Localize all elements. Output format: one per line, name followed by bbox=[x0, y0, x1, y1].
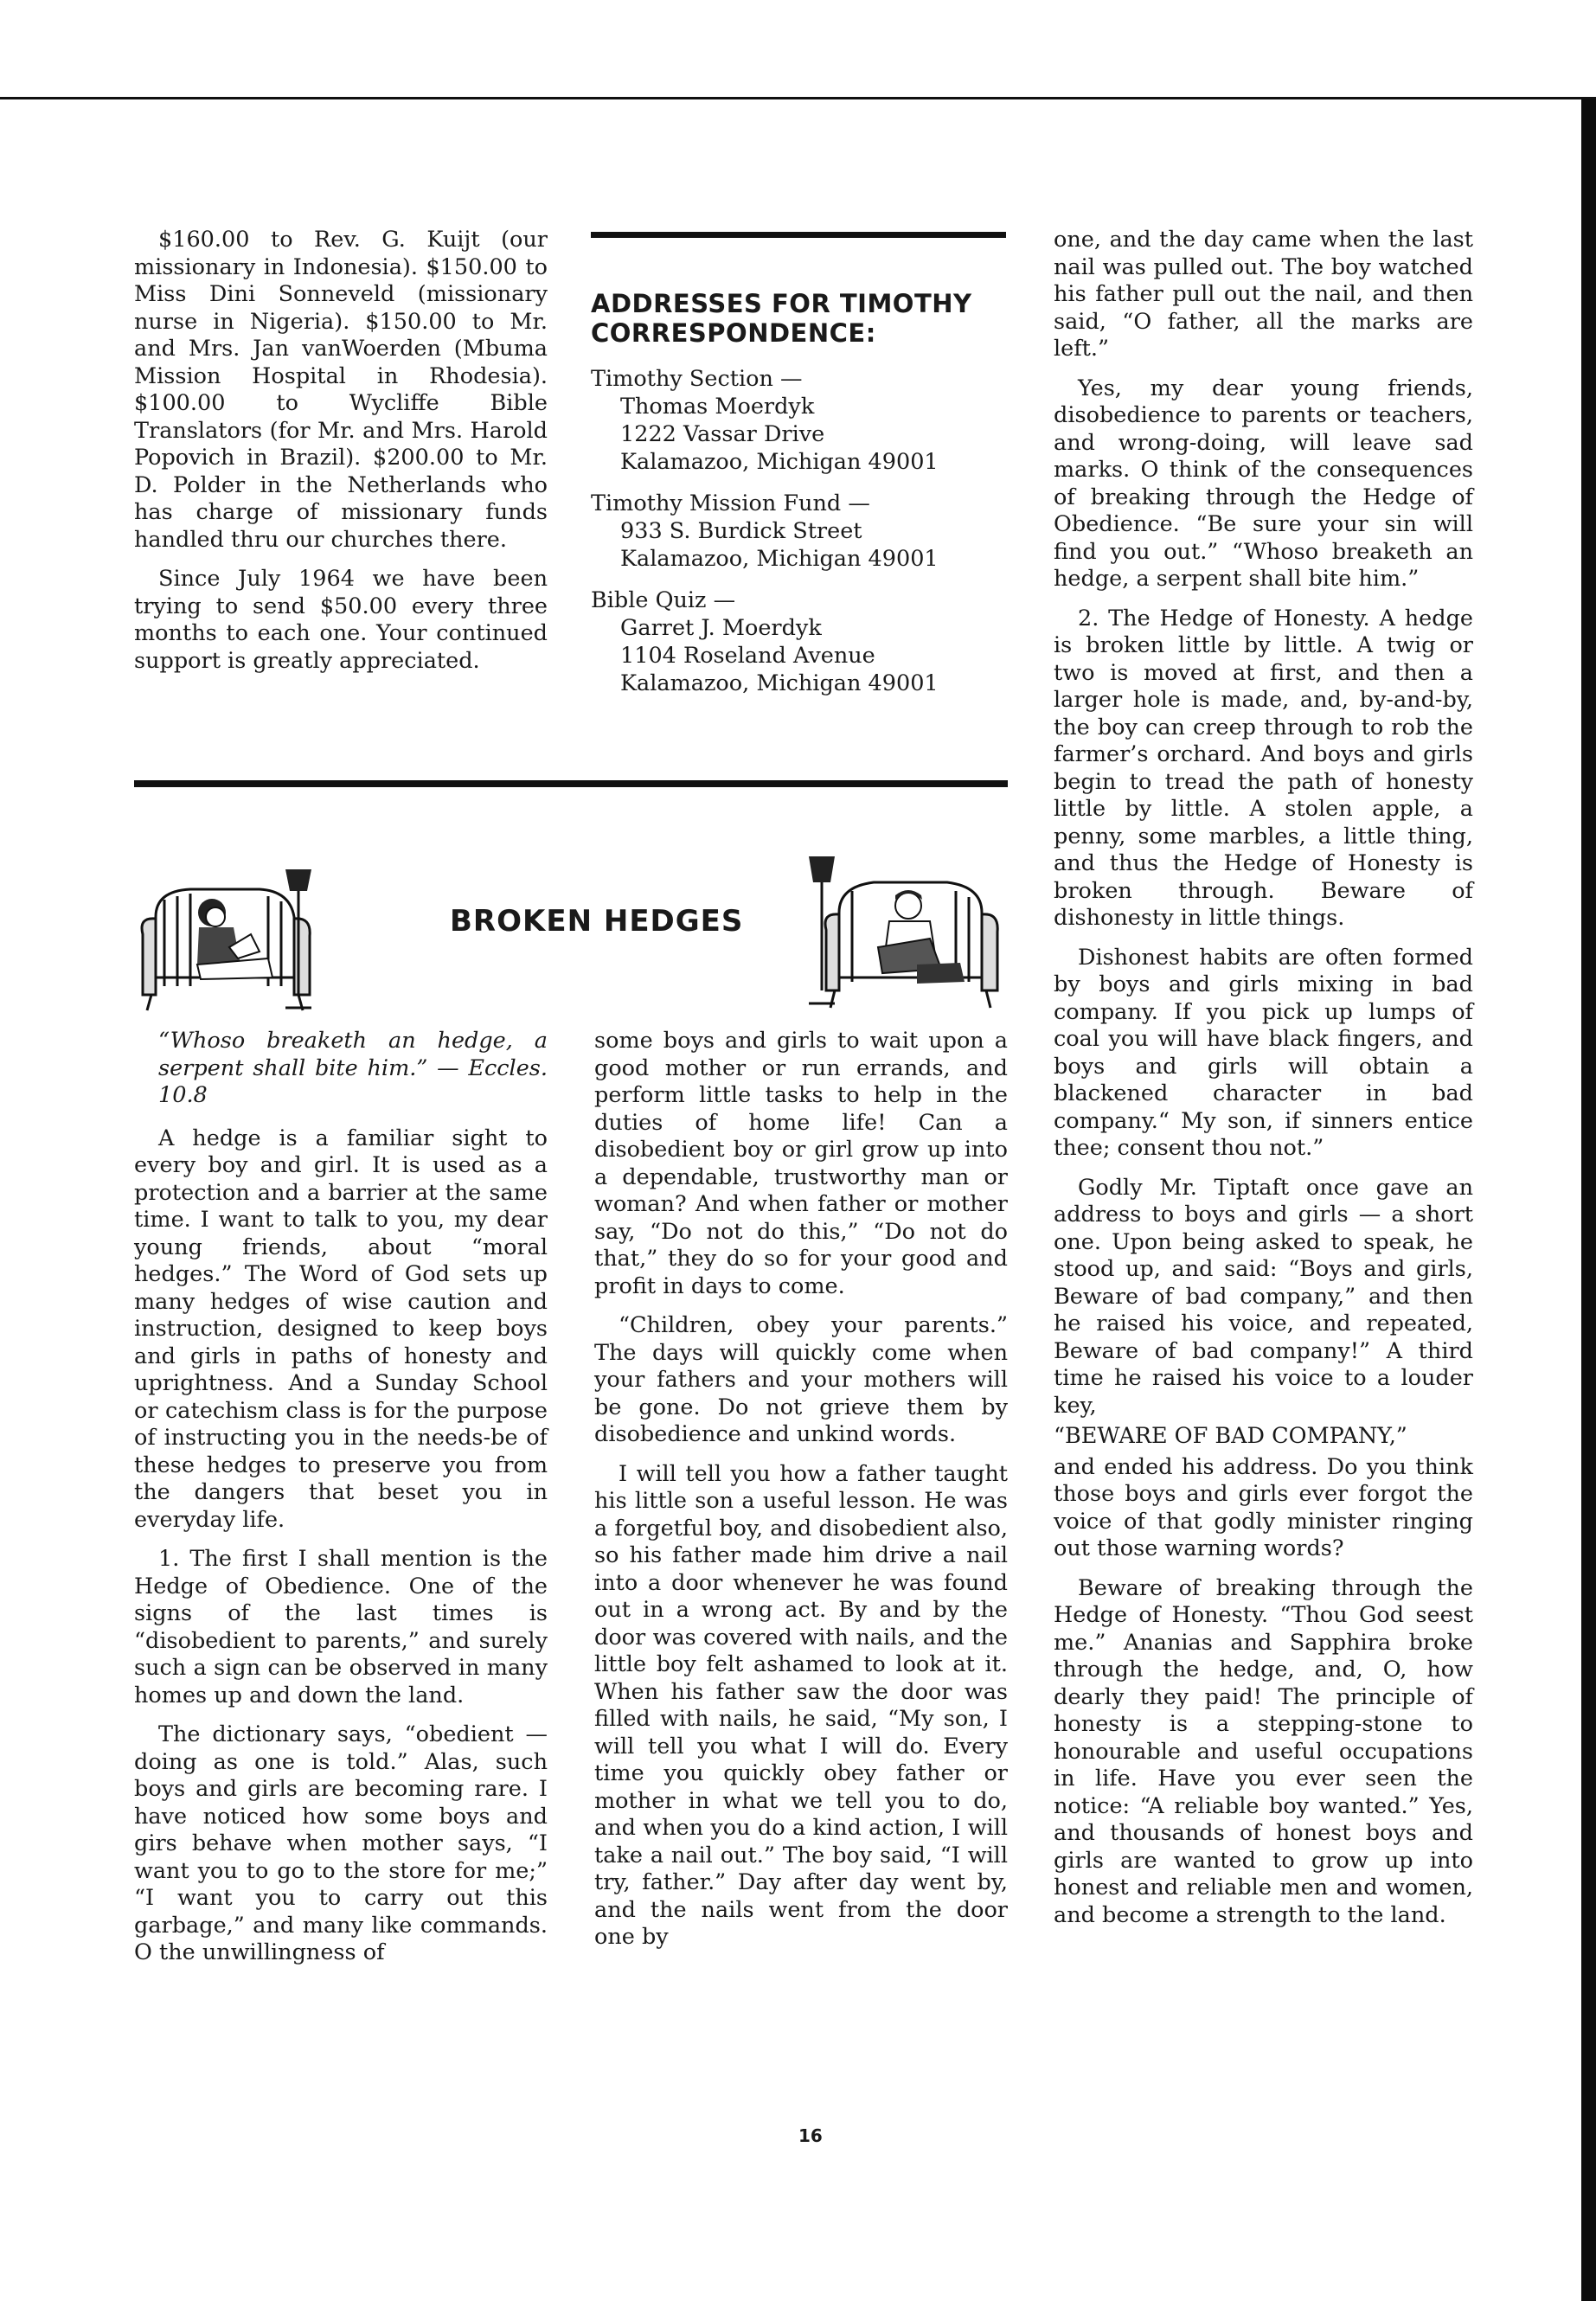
article-paragraph: Beware of breaking through the Hedge of Honesty. “Thou God seest me.” Ananias and Sapphira broke through the hedge, and, O, how dearly they paid! The principle of honesty is a stepping-stone to honourable and useful occupations in life. Have you ever seen the notice: “A reliable boy wanted.” Yes, and thousands of honest boys and girls are wanted to grow up into honest and reliable men and women, and become a strength to the land. bbox=[1054, 1574, 1473, 1928]
article-paragraph: Dishonest habits are often formed by boys and girls mixing in bad company. If you pick up lumps of coal you will have black fingers, and boys and girls will obtain a blackened character in bad company.“ My son, if sinners entice thee; consent thou not.” bbox=[1054, 944, 1473, 1161]
article-column-2 bbox=[594, 1028, 1008, 1964]
article-paragraph: 1. The first I shall mention is the Hedge of Obedience. One of the signs of the last times is “disobedient to parents,” and surely such a sign can be observed in many homes up and down the land. bbox=[134, 1546, 548, 1708]
page-number: 16 bbox=[798, 2125, 823, 2146]
article-paragraph: some boys and girls to wait upon a good mother or run errands, and perform little tasks to help in the duties of home life! Can a disobedient boy or girl grow up into a dependable, trustworthy man or woman? And when father or mother say, “Do not do this,” “Do not do that,” they do so for your good and profit in days to come. bbox=[594, 1028, 1008, 1299]
addresses-heading: ADDRESSES FOR TIMOTHY CORRESPONDENCE: bbox=[591, 289, 972, 348]
article-title: BROKEN HEDGES bbox=[450, 904, 744, 939]
article-separator-rule bbox=[134, 780, 1008, 787]
address-bible-quiz: Bible Quiz — Garret J. Moerdyk 1104 Roseland Avenue Kalamazoo, Michigan 49001 bbox=[591, 587, 939, 696]
address-timothy-section: Timothy Section — Thomas Moerdyk 1222 Vassar Drive Kalamazoo, Michigan 49001 bbox=[591, 366, 939, 475]
article-paragraph: A hedge is a familiar sight to every boy and girl. It is used as a protection and a barrier at the same time. I want to talk to you, my dear young friends, about “moral hedges.” The Word of God sets up many hedges of wise caution and instruction, designed to keep boys and girls in paths of honesty and uprightness. And a Sunday School or catechism class is for the purpose of instructing you in the needs-be of these hedges to preserve you from the dangers that beset you in everyday life. bbox=[134, 1125, 548, 1533]
boy-reading-illustration bbox=[787, 852, 1003, 1012]
page-edge-shadow bbox=[1581, 99, 1596, 2301]
article-paragraph: “Children, obey your parents.” The days will quickly come when your fathers and your mothers will be gone. Do not grieve them by disobedience and unkind words. bbox=[594, 1312, 1008, 1447]
article-paragraph: 2. The Hedge of Honesty. A hedge is broken little by little. A twig or two is moved at first, and then a larger hole is made, and, by-and-by, the boy can creep through to rob the farmer’s orchard. And boys and girls begin to tread the path of honesty little by little. A stolen apple, a penny, some marbles, a little thing, and thus the Hedge of Honesty is broken through. Beware of dishonesty in little things. bbox=[1054, 605, 1473, 931]
top-border bbox=[0, 97, 1596, 99]
article-paragraph: Godly Mr. Tiptaft once gave an address to boys and girls — a short one. Upon being asked to speak, he stood up, and said: “Boys and girls, Beware of bad company,” and then he raised his voice, and repeated, Beware of bad company!” A third time he raised his voice to a louder key, bbox=[1054, 1174, 1473, 1419]
addresses-list bbox=[591, 365, 1006, 711]
article-paragraph: Yes, my dear young friends, disobedience to parents or teachers, and wrong-doing, will leave sad marks. O think of the consequences of breaking through the Hedge of Obedience. “Be sure your sin will find you out.” “Whoso breaketh an hedge, a serpent shall bite him.” bbox=[1054, 375, 1473, 592]
article-paragraph: one, and the day came when the last nail was pulled out. The boy watched his father pull out the nail, and then said, “O father, all the marks are left.” bbox=[1054, 227, 1473, 362]
donation-paragraph: $160.00 to Rev. G. Kuijt (our missionary in Indonesia). $150.00 to Miss Dini Sonneveld (missionary nurse in Nigeria). $150.00 to Mr. and Mrs. Jan vanWoerden (Mbuma Mission Hospital in Rhodesia). $100.00 to Wycliffe Bible Translators (for Mr. and Mrs. Harold Popovich in Brazil). $200.00 to Mr. D. Polder in the Netherlands who has charge of missionary funds handled thru our churches there. bbox=[134, 227, 548, 553]
top-left-column bbox=[134, 227, 548, 687]
article-paragraph: and ended his address. Do you think those boys and girls ever forgot the voice of that godly minister ringing out those warning words? bbox=[1054, 1453, 1473, 1561]
article-paragraph: I will tell you how a father taught his little son a useful lesson. He was a forgetful boy, and disobedient also, so his father made him drive a nail into a door whenever he was found out in a wrong act. By and by the door was covered with nails, and the little boy felt ashamed to look at it. When his father saw the door was filled with nails, he said, “My son, I will tell you what I will do. Every time you quickly obey father or mother in what we tell you to do, and when you do a kind action, I will take a nail out.” The boy said, “I will try, father.” Day after day went by, and the nails went from the door one by bbox=[594, 1460, 1008, 1950]
support-paragraph: Since July 1964 we have been trying to send $50.00 every three months to each one. Your continued support is greatly appreciated. bbox=[134, 566, 548, 674]
article-column-3 bbox=[1054, 227, 1473, 1941]
girl-reading-illustration bbox=[130, 865, 342, 1012]
article-shout-line: “BEWARE OF BAD COMPANY,” bbox=[1054, 1423, 1407, 1449]
address-mission-fund: Timothy Mission Fund — 933 S. Burdick Street Kalamazoo, Michigan 49001 bbox=[591, 490, 939, 572]
article-column-1 bbox=[134, 1028, 548, 1979]
article-epigraph: “Whoso breaketh an hedge, a serpent shall bite him.” — Eccles. 10.8 bbox=[158, 1028, 548, 1108]
article-paragraph: The dictionary says, “obedient —doing as one is told.” Alas, such boys and girls are becoming rare. I have noticed how some boys and girs behave when mother says, “I want you to go to the store for me;” “I want you to carry out this garbage,” and many like commands. O the unwillingness of bbox=[134, 1721, 548, 1965]
addresses-top-rule bbox=[591, 232, 1006, 238]
